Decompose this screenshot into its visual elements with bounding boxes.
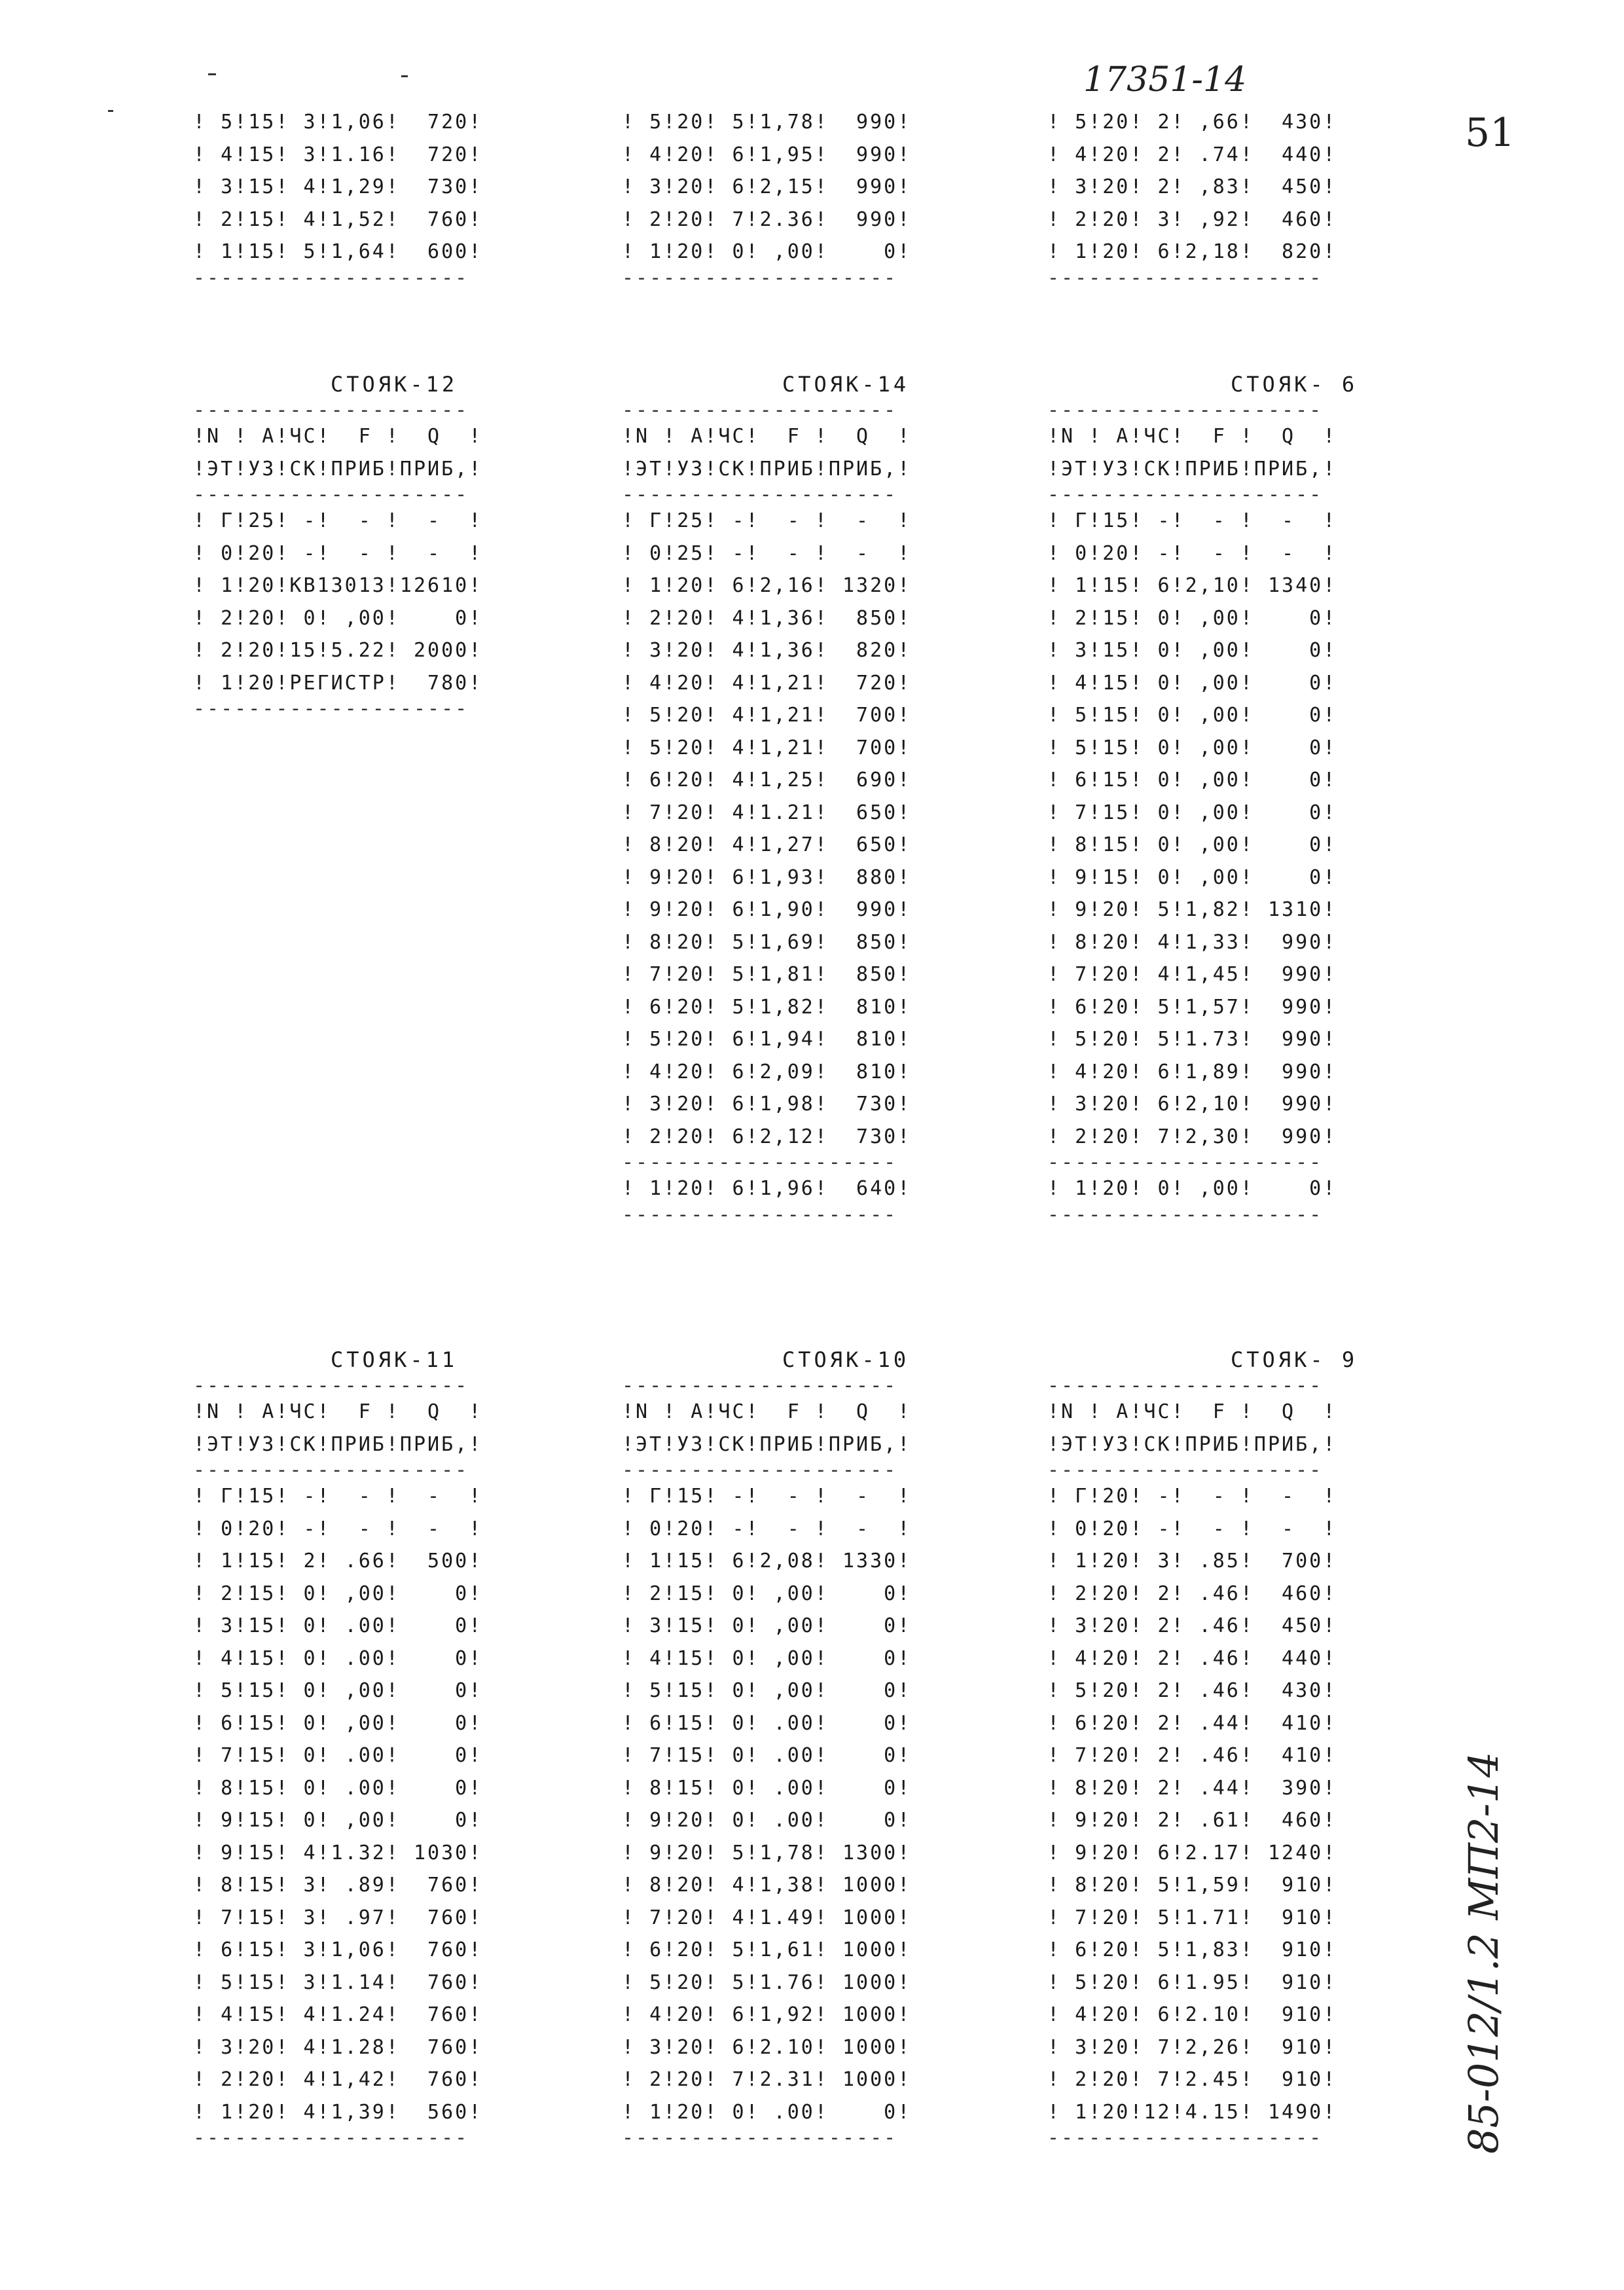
table-row: ! 2!20! 2! .46! 460! xyxy=(1047,1582,1337,1605)
table-rule: -------------------- xyxy=(1047,1459,1324,1481)
table-row: ! 3!20! 6!2.10! 1000! xyxy=(622,2035,912,2059)
table-row: ! 3!20! 6!1,98! 730! xyxy=(622,1093,912,1116)
table-row: ! 4!20! 6!1,92! 1000! xyxy=(622,2003,912,2026)
table-row: ! 7!20! 2! .46! 410! xyxy=(1047,1744,1337,1767)
table-row: ! 9!15! 0! ,00! 0! xyxy=(193,1809,483,1832)
table-header-row: !ЭТ!УЗ!СК!ПРИБ!ПРИБ,! xyxy=(622,457,912,481)
table-row: ! 9!20! 5!1,78! 1300! xyxy=(622,1841,912,1864)
table-row: ! 3!20! 4!1,36! 820! xyxy=(622,639,912,662)
table-row: ! 0!20! -! - ! - ! xyxy=(622,1517,912,1540)
table-row: ! 8!15! 0! ,00! 0! xyxy=(1047,833,1337,856)
table-row: ! 2!20!15!5.22! 2000! xyxy=(193,639,483,662)
table-header-row: !N ! А!ЧС! F ! Q ! xyxy=(622,1400,912,1423)
table-row: ! 5!20! 6!1,94! 810! xyxy=(622,1028,912,1051)
top-table-col1 xyxy=(193,106,482,288)
table-row: ! 7!20! 5!1.71! 910! xyxy=(1047,1906,1337,1929)
table-rule: -------------------- xyxy=(1047,483,1324,506)
table-row: ! 2!20! 7!2,30! 990! xyxy=(1047,1125,1337,1148)
table-row: ! 3!20! 7!2,26! 910! xyxy=(1047,2035,1337,2059)
table-row: ! 8!20! 5!1,59! 910! xyxy=(1047,1874,1337,1897)
table-row: ! 9!15! 0! ,00! 0! xyxy=(1047,865,1337,889)
scan-speck xyxy=(401,75,408,77)
table-row: ! 4!20! 6!2.10! 910! xyxy=(1047,2003,1337,2026)
table-rule: -------------------- xyxy=(193,1459,469,1481)
table-row: ! 6!20! 5!1,61! 1000! xyxy=(622,1938,912,1961)
table-row: ! 1!20! 0! ,00! 0! xyxy=(622,240,912,263)
table-row: ! 1!15! 6!2,10! 1340! xyxy=(1047,574,1337,597)
table-row: ! 4!20! 6!1,89! 990! xyxy=(1047,1060,1337,1083)
table-rule: -------------------- xyxy=(1047,399,1324,422)
table-row: ! 1!20! 6!2,16! 1320! xyxy=(622,574,912,597)
table-row: ! 1!15! 5!1,64! 600! xyxy=(193,240,483,263)
table-row: ! 4!20! 6!2,09! 810! xyxy=(622,1060,912,1083)
table-rule: -------------------- xyxy=(193,266,469,289)
stoyak-12-table xyxy=(193,401,482,719)
table-row: ! Г!25! -! - ! - ! xyxy=(193,509,483,532)
table-row: ! 8!20! 4!1,33! 990! xyxy=(1047,930,1337,954)
page-number: 51 xyxy=(1465,110,1515,156)
table-row: ! 1!20! 4!1,39! 560! xyxy=(193,2100,483,2124)
table-rule: -------------------- xyxy=(622,1203,898,1226)
table-row: ! 3!15! 0! ,00! 0! xyxy=(1047,639,1337,662)
table-rule: -------------------- xyxy=(622,1459,898,1481)
table-row: ! 9!20! 0! .00! 0! xyxy=(622,1809,912,1832)
table-rule: -------------------- xyxy=(1047,2126,1324,2149)
table-header-row: !N ! А!ЧС! F ! Q ! xyxy=(193,1400,483,1423)
table-rule: -------------------- xyxy=(622,483,898,506)
table-header-row: !ЭТ!УЗ!СК!ПРИБ!ПРИБ,! xyxy=(1047,457,1337,481)
table-row: ! 9!20! 6!1,93! 880! xyxy=(622,865,912,889)
table-row: ! 9!20! 5!1,82! 1310! xyxy=(1047,898,1337,921)
table-row: ! 6!15! 0! ,00! 0! xyxy=(193,1711,483,1735)
table-row: ! 7!20! 4!1.21! 650! xyxy=(622,801,912,824)
table-row: ! 8!20! 5!1,69! 850! xyxy=(622,930,912,954)
stoyak-6-title: СТОЯК- 6 xyxy=(1231,372,1358,397)
table-row: ! 0!20! -! - ! - ! xyxy=(1047,541,1337,565)
table-row: ! 6!20! 2! .44! 410! xyxy=(1047,1711,1337,1735)
table-rule: -------------------- xyxy=(193,697,469,720)
table-row: ! 3!20! 2! ,83! 450! xyxy=(1047,175,1337,198)
table-row: ! 5!20! 2! .46! 430! xyxy=(1047,1679,1337,1702)
scan-speck xyxy=(208,73,216,75)
table-row: ! 2!20! 4!1,42! 760! xyxy=(193,2068,483,2091)
table-row: ! 6!15! 3!1,06! 760! xyxy=(193,1938,483,1961)
table-row: ! 7!20! 4!1,45! 990! xyxy=(1047,963,1337,986)
table-rule: -------------------- xyxy=(622,1374,898,1397)
table-row: ! 9!20! 6!2.17! 1240! xyxy=(1047,1841,1337,1864)
table-header-row: !ЭТ!УЗ!СК!ПРИБ!ПРИБ,! xyxy=(1047,1432,1337,1456)
table-row: ! 5!20! 5!1,78! 990! xyxy=(622,111,912,134)
table-row: ! 6!20! 5!1,82! 810! xyxy=(622,995,912,1019)
table-header-row: !N ! А!ЧС! F ! Q ! xyxy=(622,425,912,448)
table-row: ! 4!20! 2! .46! 440! xyxy=(1047,1646,1337,1670)
stoyak-6-table xyxy=(1047,401,1337,1225)
table-row: ! 5!20! 4!1,21! 700! xyxy=(622,736,912,759)
table-rule: -------------------- xyxy=(193,399,469,422)
table-header-row: !ЭТ!УЗ!СК!ПРИБ!ПРИБ,! xyxy=(193,1432,483,1456)
table-row: ! 1!15! 2! .66! 500! xyxy=(193,1550,483,1572)
side-document-code: 85-012/1.2 МП2-14 xyxy=(1460,1751,1507,2154)
table-row: ! 6!20! 5!1,57! 990! xyxy=(1047,995,1337,1019)
table-row: ! 8!15! 3! .89! 760! xyxy=(193,1874,483,1897)
table-row: ! 5!20! 4!1,21! 700! xyxy=(622,704,912,727)
table-row: ! 5!15! 0! ,00! 0! xyxy=(1047,736,1337,759)
table-row: ! 4!20! 6!1,95! 990! xyxy=(622,143,912,166)
table-row: ! 1!20! 0! .00! 0! xyxy=(622,2100,912,2124)
table-row: ! 5!20! 2! ,66! 430! xyxy=(1047,111,1337,134)
table-rule: -------------------- xyxy=(1047,266,1324,289)
table-rule: -------------------- xyxy=(622,399,898,422)
handwritten-doc-number: 17351-14 xyxy=(1083,60,1247,100)
table-row: ! 1!20!КВ13013!12610! xyxy=(193,574,483,597)
table-row: ! 2!20! 7!2.31! 1000! xyxy=(622,2068,912,2091)
stoyak-10-table xyxy=(622,1376,911,2148)
table-row: ! 8!15! 0! .00! 0! xyxy=(193,1776,483,1800)
table-rule: -------------------- xyxy=(1047,1374,1324,1397)
table-row: ! 5!20! 5!1.76! 1000! xyxy=(622,1971,912,1994)
stoyak-12-title: СТОЯК-12 xyxy=(331,372,458,397)
table-row: ! 7!20! 5!1,81! 850! xyxy=(622,963,912,986)
table-row: ! 4!20! 4!1,21! 720! xyxy=(622,671,912,695)
table-row: ! 4!20! 2! .74! 440! xyxy=(1047,143,1337,166)
table-row: ! 1!20!РЕГИСТР! 780! xyxy=(193,671,483,695)
table-header-row: !ЭТ!УЗ!СК!ПРИБ!ПРИБ,! xyxy=(193,457,483,481)
table-row: ! 7!20! 4!1.49! 1000! xyxy=(622,1906,912,1929)
table-row: ! 1!20! 3! .85! 700! xyxy=(1047,1550,1337,1572)
table-row: ! 5!15! 0! ,00! 0! xyxy=(193,1679,483,1702)
table-row: ! 9!15! 4!1.32! 1030! xyxy=(193,1841,483,1864)
table-row: ! 6!15! 0! ,00! 0! xyxy=(1047,769,1337,791)
top-table-col3 xyxy=(1047,106,1337,288)
table-row: ! 9!20! 6!1,90! 990! xyxy=(622,898,912,921)
table-row: ! 0!20! -! - ! - ! xyxy=(193,541,483,565)
table-rule: -------------------- xyxy=(193,2126,469,2149)
table-row: ! 8!15! 0! .00! 0! xyxy=(622,1776,912,1800)
table-row: ! 0!25! -! - ! - ! xyxy=(622,541,912,565)
table-rule: -------------------- xyxy=(622,2126,898,2149)
table-rule: -------------------- xyxy=(1047,1151,1324,1174)
table-row: ! 3!20! 4!1.28! 760! xyxy=(193,2035,483,2059)
table-row: ! 2!15! 4!1,52! 760! xyxy=(193,208,483,231)
table-row: ! 8!20! 4!1,38! 1000! xyxy=(622,1874,912,1897)
table-row: ! Г!15! -! - ! - ! xyxy=(193,1485,483,1508)
table-row: ! 1!20! 6!2,18! 820! xyxy=(1047,240,1337,263)
scan-speck xyxy=(108,110,113,112)
table-row: ! Г!15! -! - ! - ! xyxy=(622,1485,912,1508)
table-row: ! 4!15! 0! ,00! 0! xyxy=(1047,671,1337,695)
table-row: ! Г!25! -! - ! - ! xyxy=(622,509,912,532)
stoyak-9-table xyxy=(1047,1376,1337,2148)
table-row: ! 6!20! 5!1,83! 910! xyxy=(1047,1938,1337,1961)
table-row: ! 2!20! 6!2,12! 730! xyxy=(622,1125,912,1148)
table-row: ! 8!20! 2! .44! 390! xyxy=(1047,1776,1337,1800)
table-row: ! 3!15! 4!1,29! 730! xyxy=(193,175,483,198)
table-row: ! 6!20! 4!1,25! 690! xyxy=(622,769,912,791)
table-row: ! 4!15! 0! .00! 0! xyxy=(193,1646,483,1670)
stoyak-11-table xyxy=(193,1376,482,2148)
table-row: ! 1!20! 6!1,96! 640! xyxy=(622,1177,912,1200)
table-row: ! 5!15! 3!1.14! 760! xyxy=(193,1971,483,1994)
stoyak-14-table xyxy=(622,401,911,1225)
table-row: ! 2!20! 0! ,00! 0! xyxy=(193,606,483,630)
stoyak-10-title: СТОЯК-10 xyxy=(782,1347,910,1372)
table-header-row: !ЭТ!УЗ!СК!ПРИБ!ПРИБ,! xyxy=(622,1432,912,1456)
table-row: ! 1!15! 6!2,08! 1330! xyxy=(622,1550,912,1572)
stoyak-14-title: СТОЯК-14 xyxy=(782,372,910,397)
table-rule: -------------------- xyxy=(193,1374,469,1397)
table-row: ! Г!20! -! - ! - ! xyxy=(1047,1485,1337,1508)
table-row: ! 2!15! 0! ,00! 0! xyxy=(193,1582,483,1605)
table-row: ! 7!15! 0! .00! 0! xyxy=(622,1744,912,1767)
table-row: ! 2!20! 4!1,36! 850! xyxy=(622,606,912,630)
table-row: ! 5!15! 3!1,06! 720! xyxy=(193,111,483,134)
table-row: ! 5!20! 5!1.73! 990! xyxy=(1047,1028,1337,1051)
table-row: ! 2!20! 3! ,92! 460! xyxy=(1047,208,1337,231)
table-rule: -------------------- xyxy=(1047,1203,1324,1226)
table-header-row: !N ! А!ЧС! F ! Q ! xyxy=(193,425,483,448)
table-row: ! 1!20! 0! ,00! 0! xyxy=(1047,1177,1337,1200)
table-row: ! 9!20! 2! .61! 460! xyxy=(1047,1809,1337,1832)
table-row: ! 5!20! 6!1.95! 910! xyxy=(1047,1971,1337,1994)
table-rule: -------------------- xyxy=(622,1151,898,1174)
table-header-row: !N ! А!ЧС! F ! Q ! xyxy=(1047,425,1337,448)
table-row: ! 8!20! 4!1,27! 650! xyxy=(622,833,912,856)
table-rule: -------------------- xyxy=(622,266,898,289)
table-row: ! 4!15! 3!1.16! 720! xyxy=(193,143,483,166)
stoyak-11-title: СТОЯК-11 xyxy=(331,1347,458,1372)
table-row: ! 2!15! 0! ,00! 0! xyxy=(622,1582,912,1605)
table-row: ! 4!15! 4!1.24! 760! xyxy=(193,2003,483,2026)
table-row: ! 1!20!12!4.15! 1490! xyxy=(1047,2100,1337,2124)
table-row: ! Г!15! -! - ! - ! xyxy=(1047,509,1337,532)
table-row: ! 0!20! -! - ! - ! xyxy=(1047,1517,1337,1540)
table-row: ! 3!15! 0! .00! 0! xyxy=(193,1614,483,1637)
table-row: ! 7!15! 0! .00! 0! xyxy=(193,1744,483,1767)
table-row: ! 5!15! 0! ,00! 0! xyxy=(1047,704,1337,727)
table-row: ! 4!15! 0! ,00! 0! xyxy=(622,1646,912,1670)
table-row: ! 2!20! 7!2.45! 910! xyxy=(1047,2068,1337,2091)
table-row: ! 5!15! 0! ,00! 0! xyxy=(622,1679,912,1702)
table-row: ! 0!20! -! - ! - ! xyxy=(193,1517,483,1540)
stoyak-9-title: СТОЯК- 9 xyxy=(1231,1347,1358,1372)
table-row: ! 3!15! 0! ,00! 0! xyxy=(622,1614,912,1637)
table-rule: -------------------- xyxy=(193,483,469,506)
table-row: ! 3!20! 6!2,10! 990! xyxy=(1047,1093,1337,1116)
table-row: ! 6!15! 0! .00! 0! xyxy=(622,1711,912,1735)
table-row: ! 2!20! 7!2.36! 990! xyxy=(622,208,912,231)
table-header-row: !N ! А!ЧС! F ! Q ! xyxy=(1047,1400,1337,1423)
table-row: ! 7!15! 0! ,00! 0! xyxy=(1047,801,1337,824)
table-row: ! 3!20! 6!2,15! 990! xyxy=(622,175,912,198)
table-row: ! 7!15! 3! .97! 760! xyxy=(193,1906,483,1929)
table-row: ! 2!15! 0! ,00! 0! xyxy=(1047,606,1337,630)
top-table-col2 xyxy=(622,106,911,288)
table-row: ! 3!20! 2! .46! 450! xyxy=(1047,1614,1337,1637)
